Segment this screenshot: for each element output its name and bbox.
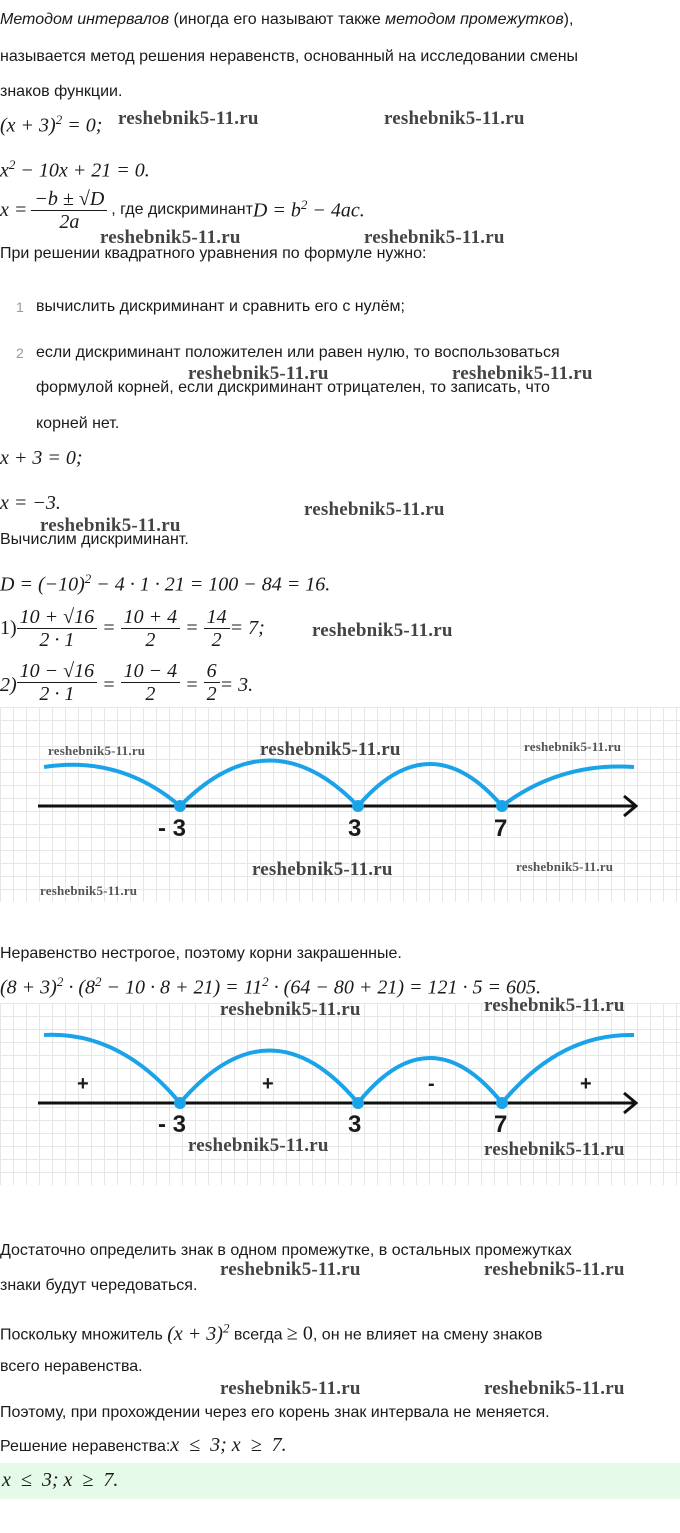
disc-calc-tail: − 4 · 1 · 21 = 100 − 84 = 16. bbox=[91, 573, 331, 596]
watermark: reshebnik5-11.ru bbox=[312, 620, 453, 641]
root-1: 1) $\frac{10 + √16}{2 \cdot 1}$ = $\frac{10 + 4}{2}$ = $\frac{14}{2}$ = 7; bbox=[0, 605, 265, 651]
root-tail: = 7; bbox=[229, 616, 265, 639]
equation-2 bbox=[0, 157, 150, 183]
check-part: − 10 · 8 + 21) = 11 bbox=[101, 976, 263, 999]
para2-text: Поскольку множитель bbox=[0, 1326, 168, 1344]
denominator: 2 · 1 bbox=[39, 683, 75, 705]
watermark: reshebnik5-11.ru bbox=[220, 999, 361, 1020]
point-label: 3 bbox=[348, 1111, 362, 1138]
fraction bbox=[17, 606, 97, 651]
list-item-2-line-2: формулой корней, если дискриминант отрицателен, то записать, что bbox=[36, 379, 550, 396]
fraction bbox=[17, 660, 97, 705]
formula-denominator: 2a bbox=[59, 210, 80, 232]
eq1-tail: = 0; bbox=[62, 114, 103, 137]
paragraph-2-line-1 bbox=[0, 1318, 542, 1346]
point-label: 3 bbox=[348, 815, 362, 842]
closed-points-note: Неравенство нестрогое, поэтому корни закрашенные. bbox=[0, 945, 402, 962]
eq1-exp: 2 bbox=[55, 112, 63, 127]
numerator: 10 + 4 bbox=[121, 606, 181, 629]
watermark: reshebnik5-11.ru bbox=[100, 227, 241, 248]
intro-line-1 bbox=[0, 10, 573, 30]
watermark: reshebnik5-11.ru bbox=[516, 859, 614, 874]
number-line-diagram-2 bbox=[0, 995, 680, 1185]
intro-text: (иногда его называют также bbox=[169, 11, 386, 28]
watermark: reshebnik5-11.ru bbox=[304, 499, 445, 520]
intro-line-2: называется метод решения неравенств, основанный на исследовании смены bbox=[0, 48, 579, 65]
watermark: reshebnik5-11.ru bbox=[484, 1378, 625, 1399]
eq1-base: (x + 3) bbox=[0, 114, 56, 137]
watermark: reshebnik5-11.ru bbox=[484, 1259, 625, 1280]
answer-math: x ≤ 3; x ≥ 7. bbox=[2, 1469, 119, 1491]
check-exp: 2 bbox=[262, 974, 269, 989]
intro-line-3: знаков функции. bbox=[0, 83, 123, 100]
formula-numerator: −b ± √D bbox=[31, 188, 107, 211]
discriminant-def bbox=[253, 197, 365, 223]
watermark: reshebnik5-11.ru bbox=[40, 515, 181, 536]
equation-4: x = −3. bbox=[0, 492, 61, 514]
root-prefix: 1) bbox=[0, 616, 17, 639]
formula-lhs: x = bbox=[0, 198, 28, 221]
solution-line bbox=[0, 1434, 287, 1457]
answer-box bbox=[0, 1463, 680, 1499]
numerator: 10 − 4 bbox=[121, 660, 181, 683]
root-prefix: 2) bbox=[0, 674, 17, 696]
fraction bbox=[121, 606, 181, 651]
disc-exp: 2 bbox=[300, 197, 308, 213]
disc-calc-base: D = (−10) bbox=[0, 573, 85, 596]
root-point bbox=[352, 800, 364, 812]
watermark: reshebnik5-11.ru bbox=[40, 883, 138, 898]
disc-calc-exp: 2 bbox=[84, 571, 92, 586]
paragraph-3: Поэтому, при прохождении через его корень знак интервала не меняется. bbox=[0, 1404, 550, 1421]
para2-math-exp: 2 bbox=[222, 1320, 230, 1335]
point-label: 7 bbox=[494, 1111, 508, 1138]
root-point bbox=[496, 800, 508, 812]
solution-math: x ≤ 3; x ≥ 7. bbox=[170, 1434, 287, 1456]
term-gap-method: методом промежутков bbox=[385, 11, 564, 28]
para2-math bbox=[167, 1320, 230, 1345]
check-part: · (8 bbox=[63, 976, 95, 999]
root-point bbox=[352, 1097, 364, 1109]
watermark: reshebnik5-11.ru bbox=[524, 739, 622, 754]
number-line-diagram-1 bbox=[0, 707, 680, 902]
interval-sign: + bbox=[262, 1073, 274, 1095]
para2-math-base: (x + 3) bbox=[167, 1322, 223, 1345]
equation-1 bbox=[0, 112, 102, 138]
denominator: 2 bbox=[145, 628, 156, 651]
watermark: reshebnik5-11.ru bbox=[384, 108, 525, 129]
denominator: 2 · 1 bbox=[39, 628, 75, 651]
root-point bbox=[496, 1097, 508, 1109]
term-interval-method: Методом интервалов bbox=[0, 11, 170, 28]
numerator: 10 + √16 bbox=[17, 606, 97, 629]
fraction bbox=[204, 660, 220, 705]
watermark: reshebnik5-11.ru bbox=[364, 227, 505, 248]
root-point bbox=[174, 1097, 186, 1109]
paragraph-2-line-2: всего неравенства. bbox=[0, 1358, 143, 1375]
check-part: · (64 − 80 + 21) = 121 · 5 = 605. bbox=[268, 976, 541, 999]
eq2-exp: 2 bbox=[8, 157, 16, 172]
formula-text: , где дискриминант bbox=[111, 201, 253, 218]
sign-check bbox=[0, 974, 541, 1000]
list-number: 2 bbox=[16, 345, 24, 361]
watermark: reshebnik5-11.ru bbox=[48, 743, 146, 758]
equation-3: x + 3 = 0; bbox=[0, 447, 83, 469]
root-point bbox=[174, 800, 186, 812]
interval-sign: + bbox=[580, 1073, 592, 1095]
para2-text: , он не влияет на смену знаков bbox=[312, 1326, 543, 1344]
eq2-tail: − 10x + 21 = 0. bbox=[15, 159, 150, 182]
interval-arc bbox=[502, 1035, 634, 1103]
fraction bbox=[121, 660, 181, 705]
point-label: 7 bbox=[494, 815, 508, 842]
eq2-base: x bbox=[0, 159, 9, 182]
watermark: reshebnik5-11.ru bbox=[252, 859, 393, 880]
watermark: reshebnik5-11.ru bbox=[260, 739, 401, 760]
rule-intro: При решении квадратного уравнения по формуле нужно: bbox=[0, 245, 427, 262]
root-2: 2) $\frac{10 - √16}{2 \cdot 1}$ = $\frac{10 - 4}{2}$ = $\frac{6}{2}$ = 3. bbox=[0, 660, 254, 705]
list-item-1: вычислить дискриминант и сравнить его с нулём; bbox=[36, 298, 405, 315]
disc-base: D = b bbox=[252, 199, 301, 222]
discriminant-calc bbox=[0, 571, 330, 597]
check-exp: 2 bbox=[56, 974, 64, 989]
interval-arc bbox=[180, 761, 358, 807]
interval-arc bbox=[502, 766, 634, 806]
root-tail: = 3. bbox=[219, 674, 254, 696]
watermark: reshebnik5-11.ru bbox=[484, 1139, 625, 1160]
interval-sign: + bbox=[77, 1073, 89, 1095]
interval-arc bbox=[44, 765, 180, 806]
interval-sign: - bbox=[428, 1073, 435, 1095]
paragraph-1-line-1: Достаточно определить знак в одном промежутке, в остальных промежутках bbox=[0, 1242, 572, 1259]
list-item-2-line-1: если дискриминант положителен или равен нулю, то воспользоваться bbox=[36, 344, 560, 361]
numerator: 6 bbox=[204, 660, 220, 683]
numerator: 10 − √16 bbox=[17, 660, 97, 683]
denominator: 2 bbox=[206, 683, 217, 705]
formula-fraction bbox=[31, 188, 107, 232]
interval-arc bbox=[44, 1035, 180, 1103]
watermark: reshebnik5-11.ru bbox=[220, 1259, 361, 1280]
watermark: reshebnik5-11.ru bbox=[188, 363, 329, 384]
disc-tail: − 4ac. bbox=[307, 199, 365, 222]
quadratic-formula bbox=[0, 188, 365, 232]
denominator: 2 bbox=[145, 683, 156, 705]
watermark: reshebnik5-11.ru bbox=[484, 995, 625, 1016]
list-item-2-line-3: корней нет. bbox=[36, 415, 120, 432]
para2-math-2: ≥ 0 bbox=[286, 1322, 313, 1345]
solution-label: Решение неравенства: bbox=[0, 1438, 171, 1455]
point-label: - 3 bbox=[158, 815, 187, 842]
watermark: reshebnik5-11.ru bbox=[188, 1135, 329, 1156]
check-exp: 2 bbox=[95, 974, 102, 989]
para2-text: всегда bbox=[229, 1326, 287, 1344]
check-part: (8 + 3) bbox=[0, 976, 57, 999]
discriminant-label: Вычислим дискриминант. bbox=[0, 531, 189, 548]
list-number: 1 bbox=[16, 299, 24, 315]
watermark: reshebnik5-11.ru bbox=[118, 108, 259, 129]
watermark: reshebnik5-11.ru bbox=[220, 1378, 361, 1399]
watermark: reshebnik5-11.ru bbox=[452, 363, 593, 384]
fraction bbox=[204, 606, 230, 651]
numerator: 14 bbox=[204, 606, 230, 629]
interval-arc bbox=[358, 764, 502, 806]
point-label: - 3 bbox=[158, 1111, 187, 1138]
denominator: 2 bbox=[211, 628, 222, 651]
intro-text: ), bbox=[563, 11, 574, 28]
paragraph-1-line-2: знаки будут чередоваться. bbox=[0, 1277, 198, 1294]
